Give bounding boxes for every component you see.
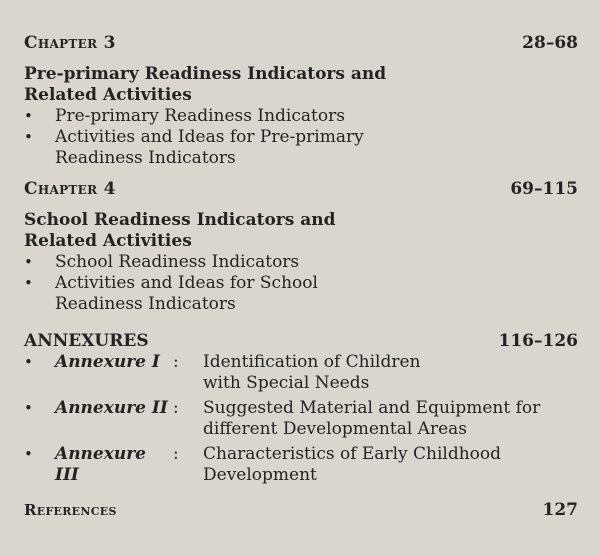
- annexure-title: Identification of Children with Special Needs: [203, 352, 421, 393]
- chapter-3-row: [24, 33, 578, 53]
- annexures-row: [24, 331, 578, 351]
- chapter-4-item: Activities and Ideas for School Readiness Indicators: [55, 273, 318, 314]
- chapter-3-item: Pre-primary Readiness Indicators: [55, 106, 345, 126]
- annexure-name: Annexure III: [55, 444, 146, 485]
- chapter-3-title: [24, 64, 386, 106]
- annexures-pages: 116–126: [498, 331, 578, 351]
- annexure-row: [24, 352, 443, 394]
- chapter-3-item: Activities and Ideas for Pre-primary Readiness Indicators: [55, 127, 364, 168]
- annexure-title: Characteristics of Early Childhood Development: [203, 444, 502, 485]
- annexure-row: [24, 444, 523, 486]
- list-item: [24, 273, 345, 315]
- chapter-3-title-line1: Pre-primary Readiness Indicators and: [24, 64, 387, 84]
- bullet-icon: •: [24, 274, 33, 292]
- chapter-4-item: School Readiness Indicators: [55, 252, 300, 272]
- chapter-4-pages: 69–115: [510, 179, 578, 199]
- chapter-4-title-line2: Related Activities: [24, 231, 192, 251]
- chapter-3-pages: 28–68: [522, 33, 578, 53]
- annexure-colon: :: [173, 398, 179, 418]
- references-label: References: [24, 501, 117, 519]
- annexure-title: Suggested Material and Equipment for different Developmental Areas: [203, 398, 541, 439]
- chapter-3-label: Chapter 3: [24, 33, 116, 53]
- chapter-3-title-line2: Related Activities: [24, 85, 192, 105]
- bullet-icon: •: [24, 253, 33, 271]
- chapter-4-row: [24, 179, 578, 199]
- bullet-icon: •: [24, 107, 33, 125]
- bullet-icon: •: [24, 445, 33, 463]
- annexure-row: [24, 398, 553, 440]
- annexure-colon: :: [173, 352, 179, 372]
- list-item: [24, 127, 385, 169]
- annexures-label: ANNEXURES: [24, 331, 149, 351]
- bullet-icon: •: [24, 399, 33, 417]
- references-row: [24, 500, 578, 520]
- list-item: [24, 252, 395, 273]
- annexure-name: Annexure I: [55, 352, 160, 372]
- annexure-colon: :: [173, 444, 179, 464]
- chapter-4-title-line1: School Readiness Indicators and: [24, 210, 336, 230]
- chapter-4-label: Chapter 4: [24, 179, 116, 199]
- chapter-4-title: [24, 210, 336, 252]
- list-item: [24, 106, 395, 127]
- annexure-name: Annexure II: [55, 398, 168, 418]
- bullet-icon: •: [24, 353, 33, 371]
- references-pages: 127: [542, 500, 578, 520]
- bullet-icon: •: [24, 128, 33, 146]
